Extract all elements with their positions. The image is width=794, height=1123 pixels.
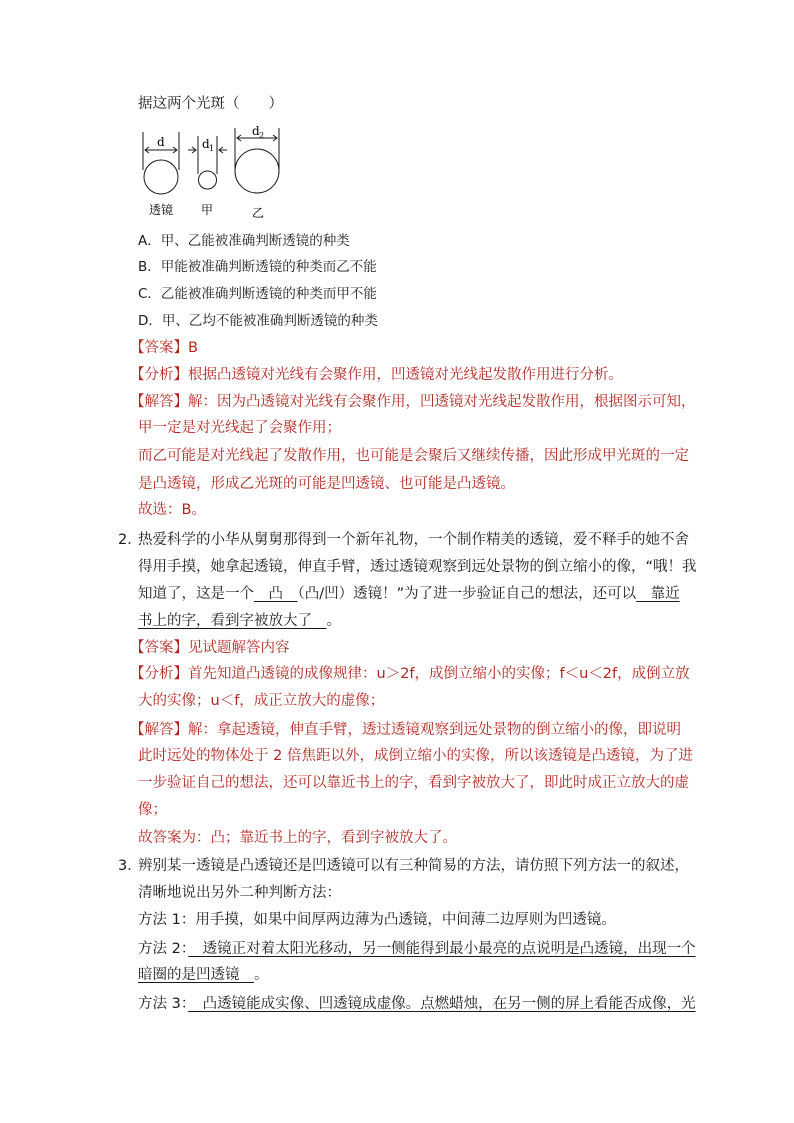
q3-method1: 方法 1：用手摸，如果中间厚两边薄为凸透镜，中间薄二边厚则为凹透镜。 <box>138 912 616 928</box>
q3-number: 3． <box>118 858 142 874</box>
answer-tag: 【答案】 <box>130 640 188 656</box>
q2-solution-line1 <box>130 720 681 740</box>
label-d: d <box>157 135 165 149</box>
caption-jia: 甲 <box>201 203 214 217</box>
label-d2: d <box>252 124 260 138</box>
q1-option-b: B．甲能被准确判断透镜的种类而乙不能 <box>138 259 377 275</box>
q2-number: 2． <box>118 532 142 548</box>
q2-stem-line1: 热爱科学的小华从舅舅那得到一个新年礼物，一个制作精美的透镜，爱不释手的她不舍 <box>138 532 689 548</box>
q2-blank-2-cont: 书上的字，看到字被放大了 <box>138 613 327 629</box>
q1-stem-tail: 据这两个光斑（ ） <box>138 96 283 112</box>
q3-method3-line1 <box>138 994 696 1014</box>
analysis-tag: 【分析】 <box>130 666 188 682</box>
method2-label: 方法 2： <box>138 941 189 957</box>
jia-spot-circle <box>199 171 217 189</box>
analysis-text: 根据凸透镜对光线有会聚作用，凹透镜对光线起发散作用进行分析。 <box>188 367 623 383</box>
answer-value: B <box>188 340 198 356</box>
q3-stem-line1: 辨别某一透镜是凸透镜还是凹透镜可以有三种简易的方法，请仿照下列方法一的叙述， <box>138 858 689 874</box>
q2-blank-1: 凸 <box>254 586 298 602</box>
yi-spot-circle <box>235 149 279 193</box>
method2-answer: 透镜正对着太阳光移动，另一侧能得到最小最亮的点说明是凸透镜，出现一个 <box>188 941 696 957</box>
q2-text-a: 知道了，这是一个 <box>138 586 254 602</box>
q2-solution-line2: 此时远处的物体处于 2 倍焦距以外，成倒立缩小的实像，所以该透镜是凸透镜，为了进 <box>138 748 693 764</box>
method3-answer: 凸透镜能成实像、凹透镜成虚像。点燃蜡烛，在另一侧的屏上看能否成像，光 <box>188 996 696 1012</box>
q2-line4-end: 。 <box>326 613 341 629</box>
q2-solution-line4: 像； <box>138 802 167 818</box>
q2-blank-2: 靠近 <box>636 586 680 602</box>
q2-stem-line4 <box>138 611 341 631</box>
label-d1-sub: 1 <box>209 144 215 153</box>
answer-tag: 【答案】 <box>130 340 188 356</box>
q2-analysis-line2: 大的实像；u＜f，成正立放大的虚像； <box>138 693 385 709</box>
analysis-tag: 【分析】 <box>130 367 188 383</box>
method2-end: 。 <box>254 967 269 983</box>
lens-spot-diagram <box>138 122 288 222</box>
q2-analysis-line1 <box>130 664 690 684</box>
q2-stem-line3 <box>138 584 680 604</box>
q1-option-d: D．甲、乙均不能被准确判断透镜的种类 <box>138 313 378 329</box>
q1-conclusion: 故选：B。 <box>138 502 206 518</box>
label-d2-sub: 2 <box>259 131 265 140</box>
solution-text: 解：因为凸透镜对光线有会聚作用，凹透镜对光线起发散作用，根据图示可知， <box>188 394 696 410</box>
solution-tag: 【解答】 <box>130 722 188 738</box>
method3-label: 方法 3： <box>138 996 189 1012</box>
q3-method2-line2 <box>138 965 269 985</box>
caption-yi: 乙 <box>252 206 265 220</box>
q1-solution-line2: 甲一定是对光线起了会聚作用； <box>138 420 341 436</box>
caption-lens: 透镜 <box>149 203 174 217</box>
q2-answer <box>130 638 290 658</box>
answer-value: 见试题解答内容 <box>188 640 290 656</box>
q2-solution-line3: 一步验证自己的想法，还可以靠近书上的字，看到字被放大了，即此时成正立放大的虚 <box>138 775 689 791</box>
label-d1: d <box>202 137 210 151</box>
q1-answer <box>130 338 198 358</box>
analysis-text: 首先知道凸透镜的成像规律：u＞2f，成倒立缩小的实像；f＜u＜2f，成倒立放 <box>188 666 690 682</box>
q1-analysis <box>130 365 623 385</box>
q2-conclusion: 故答案为：凸；靠近书上的字，看到字被放大了。 <box>138 830 457 846</box>
q1-option-a: A．甲、乙能被准确判断透镜的种类 <box>138 233 350 249</box>
q1-solution-line3: 而乙可能是对光线起了发散作用，也可能是会聚后又继续传播，因此形成甲光斑的一定 <box>138 448 689 464</box>
q2-stem-line2: 得用手摸，她拿起透镜，伸直手臂，透过透镜观察到远处景物的倒立缩小的像，“哦！我 <box>138 559 697 575</box>
q1-option-c: C．乙能被准确判断透镜的种类而甲不能 <box>138 286 377 302</box>
q1-solution-line1 <box>130 392 696 412</box>
solution-tag: 【解答】 <box>130 394 188 410</box>
q3-method2-line1 <box>138 939 696 959</box>
q2-text-b: （凸/凹）透镜！”为了进一步验证自己的想法，还可以 <box>297 586 637 602</box>
q1-solution-line4: 是凸透镜，形成乙光斑的可能是凹透镜、也可能是凸透镜。 <box>138 476 515 492</box>
q3-stem-line2: 清晰地说出另外二种判断方法： <box>138 885 341 901</box>
solution-text: 解：拿起透镜，伸直手臂，透过透镜观察到远处景物的倒立缩小的像，即说明 <box>188 722 681 738</box>
lens-circle <box>144 160 178 194</box>
method2-answer-cont: 暗圈的是凹透镜 <box>138 967 254 983</box>
